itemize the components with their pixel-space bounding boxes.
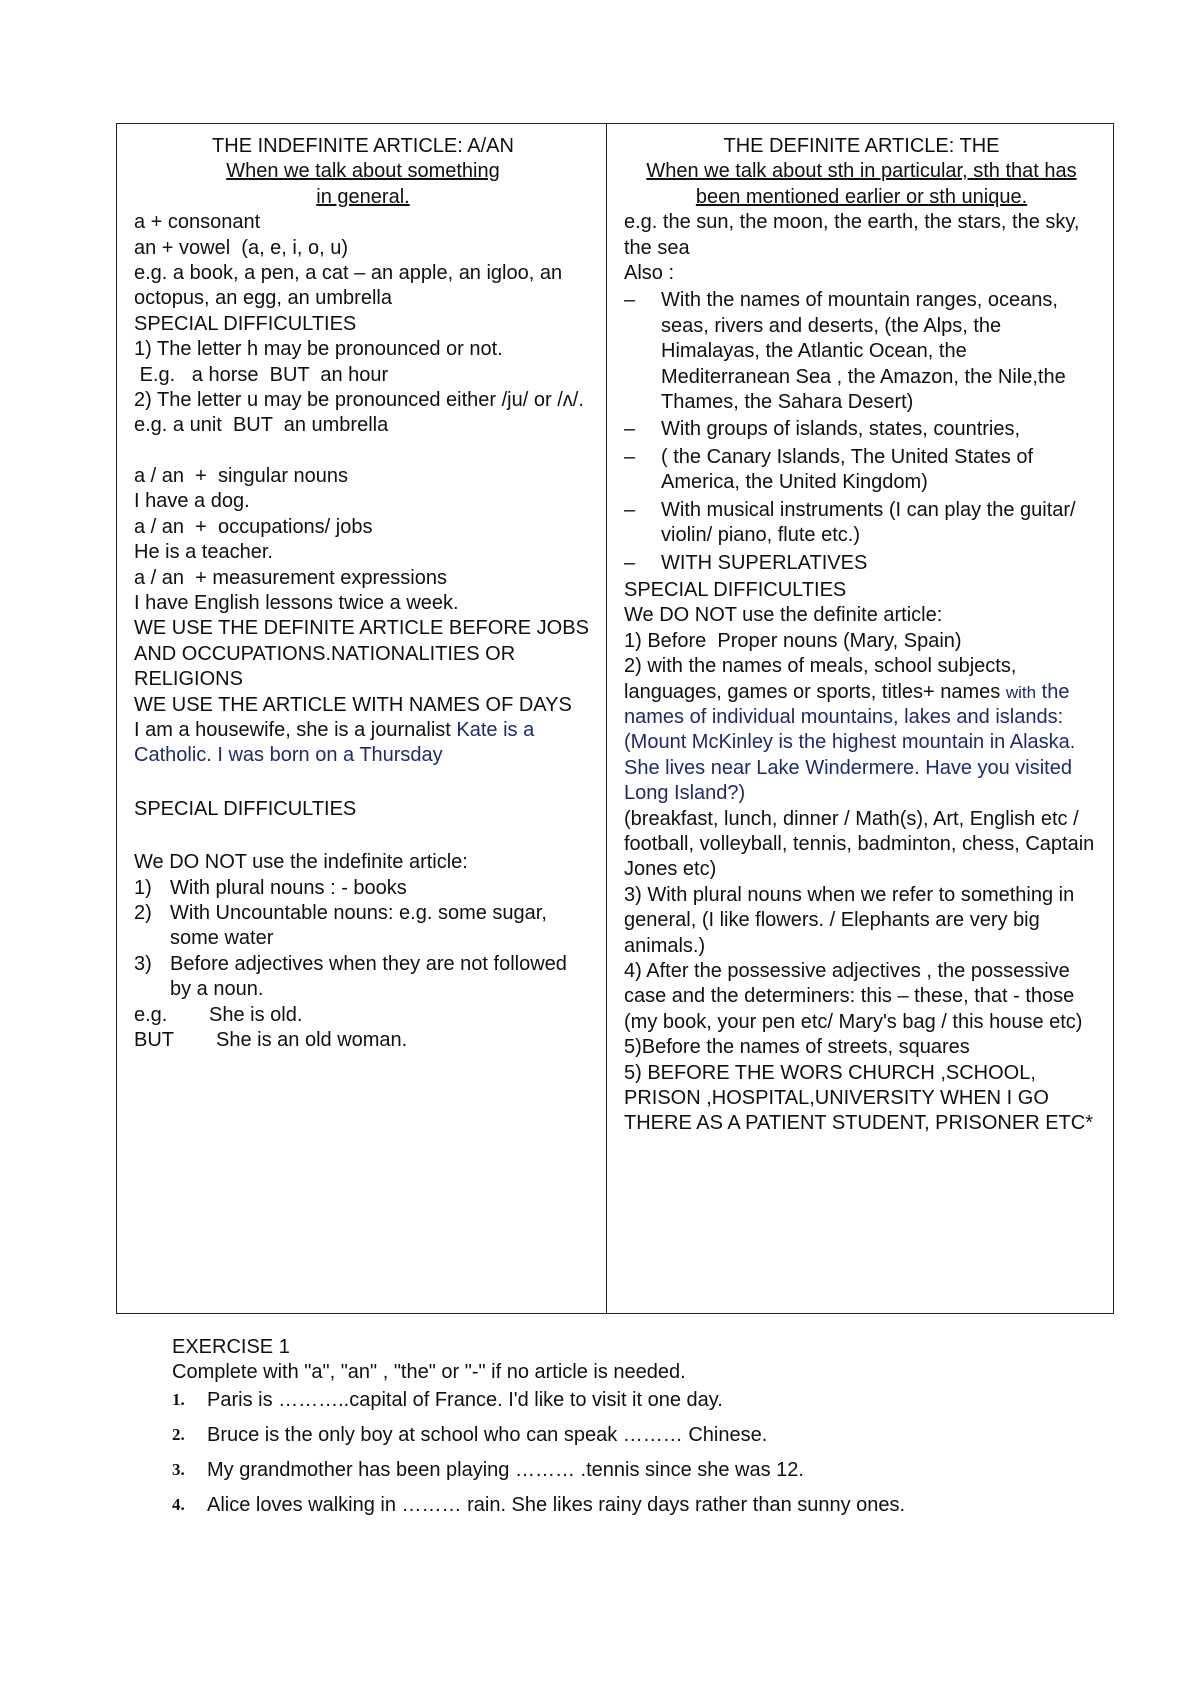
- text-line: 3) With plural nouns when we refer to something in general, (I like flowers. / Elephants are very big animals.): [624, 883, 1080, 957]
- exercise-title: EXERCISE 1: [172, 1336, 290, 1358]
- text-line: a / an + singular nouns: [134, 464, 349, 487]
- text-line: e.g. the sun, the moon, the earth, the stars, the sky, the sea: [624, 211, 1086, 259]
- indefinite-title: THE INDEFINITE ARTICLE: A/AN: [212, 135, 514, 157]
- dash-list: [624, 288, 1099, 575]
- text-line: e.g. a book, a pen, a cat – an apple, an igloo, an octopus, an egg, an umbrella: [134, 262, 568, 310]
- text-line: a / an + occupations/ jobs: [134, 515, 373, 538]
- blue-example: the names of individual mountains, lakes and islands:(Mount McKinley is the highest mountain in Alaska. She lives near Lake Windermere. Have you visited Long Island?): [624, 680, 1081, 805]
- text-line: 4) After the possessive adjectives , the possessive case and the determiners: this – these, that - those: [624, 960, 1076, 1008]
- text-line: (breakfast, lunch, dinner / Math(s), Art, English etc / football, volleyball, tennis, badminton, chess, Captain Jones etc): [624, 807, 1100, 881]
- text-line: an + vowel (a, e, i, o, u): [134, 236, 348, 259]
- but-row: BUT She is an old woman.: [134, 1029, 408, 1051]
- exercise-instruction: Complete with "a", "an" , "the" or "-" if no article is needed.: [172, 1361, 686, 1383]
- list-item: – With the names of mountain ranges, oceans, seas, rivers and deserts, (the Alps, the Himalayas, the Atlantic Ocean, the Mediterranean Sea , the Amazon, the Nile,the Thames, the Sahara Desert): [661, 288, 1099, 415]
- indefinite-article-column: [117, 124, 607, 1314]
- exercise-item: 3. My grandmother has been playing ……… .tennis since she was 12.: [172, 1459, 804, 1481]
- list-item: – With groups of islands, states, countries,: [661, 417, 1099, 442]
- list-item: 2) With Uncountable nouns: e.g. some sugar, some water: [134, 901, 547, 950]
- exercise-item: 1. Paris is ………..capital of France. I'd like to visit it one day.: [172, 1389, 723, 1411]
- text-line: 5)Before the names of streets, squares: [624, 1036, 970, 1059]
- text-line: I have a dog.: [134, 490, 250, 513]
- list-item: 3) Before adjectives when they are not followed by a noun.: [134, 952, 567, 1001]
- text-line: WE USE THE DEFINITE ARTICLE BEFORE JOBS AND OCCUPATIONS.NATIONALITIES OR RELIGIONS: [134, 617, 594, 691]
- definite-article-column: [607, 124, 1114, 1314]
- example-row: e.g. She is old.: [134, 1003, 303, 1026]
- text-line: WE USE THE ARTICLE WITH NAMES OF DAYS: [134, 693, 572, 716]
- text-line: E.g. a horse BUT an hour: [134, 363, 389, 386]
- text-line: (my book, your pen etc/ Mary's bag / this house etc): [624, 1010, 1083, 1033]
- not-use-line: We DO NOT use the indefinite article:: [134, 851, 468, 874]
- text-line: SPECIAL DIFFICULTIES: [134, 312, 357, 335]
- text-line: 1) The letter h may be pronounced or not.: [134, 338, 503, 361]
- not-use-line: We DO NOT use the definite article:: [624, 604, 943, 627]
- mixed-color-line: I am a housewife, she is a journalist Kate is a Catholic. I was born on a Thursday: [134, 718, 540, 767]
- exercise-section: [172, 1335, 1072, 1528]
- exercise-item: 4. Alice loves walking in ……… rain. She likes rainy days rather than sunny ones.: [172, 1494, 906, 1516]
- definite-subtitle: When we talk about sth in particular, sth that has been mentioned earlier or sth unique.: [646, 160, 1077, 208]
- text-line: He is a teacher.: [134, 541, 273, 564]
- exercise-list: [172, 1388, 1072, 1517]
- text-line: a / an + measurement expressions: [134, 566, 447, 589]
- list-item: – ( the Canary Islands, The United States of America, the United Kingdom): [661, 445, 1099, 496]
- special-difficulties-heading: SPECIAL DIFFICULTIES: [624, 578, 847, 601]
- text-line: e.g. a unit BUT an umbrella: [134, 414, 389, 437]
- text-line: 5) BEFORE THE WORS CHURCH ,SCHOOL, PRISON ,HOSPITAL,UNIVERSITY WHEN I GO THERE AS A PATIENT STUDENT, PRISONER ETC*: [624, 1061, 1093, 1135]
- blue-example: Kate is a Catholic. I was born on a Thursday: [134, 718, 540, 767]
- mixed-color-line: 2) with the names of meals, school subjects, languages, games or sports, titles+ names with the names of individual mountains, lakes and islands:(Mount McKinley is the highest mountain in Alaska. She lives near Lake Windermere. Have you visited Long Island?): [624, 655, 1081, 805]
- grammar-table: [116, 123, 1114, 1314]
- text-line: I have English lessons twice a week.: [134, 591, 459, 614]
- text-line: Also :: [624, 262, 675, 285]
- exercise-item: 2. Bruce is the only boy at school who can speak ……… Chinese.: [172, 1424, 768, 1446]
- list-item: – WITH SUPERLATIVES: [661, 551, 1099, 576]
- text-line: 1) Before Proper nouns (Mary, Spain): [624, 629, 962, 652]
- special-difficulties-heading: SPECIAL DIFFICULTIES: [134, 797, 357, 820]
- indefinite-subtitle-1: When we talk about something: [226, 160, 500, 183]
- rules-list: [134, 876, 592, 1003]
- definite-title: THE DEFINITE ARTICLE: THE: [723, 135, 1000, 157]
- text-line: a + consonant: [134, 211, 261, 234]
- indefinite-subtitle-2: in general.: [316, 185, 410, 208]
- text-line: 2) The letter u may be pronounced either /ju/ or /ʌ/.: [134, 389, 584, 412]
- list-item: 1) With plural nouns : - books: [134, 876, 407, 899]
- list-item: – With musical instruments (I can play the guitar/ violin/ piano, flute etc.): [661, 498, 1099, 549]
